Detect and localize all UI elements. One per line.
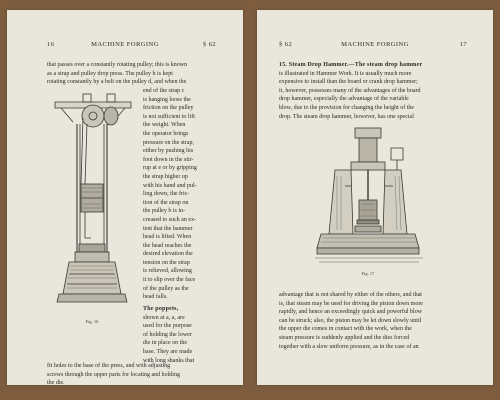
text-line: is, that steam may be used for driving the piston down more bbox=[279, 300, 423, 307]
text-line: tension on the strap bbox=[143, 259, 190, 266]
text-line: the pulley b is in- bbox=[143, 208, 185, 215]
left-page-header bbox=[7, 41, 243, 51]
text-line: The poppets, bbox=[143, 306, 179, 312]
text-line: the upper die comes in contact with the work, when the bbox=[279, 326, 412, 333]
strap-pulley-drop-press-figure bbox=[47, 88, 139, 316]
text-line: desired elevation the bbox=[143, 251, 193, 258]
text-line: can be struck; also, the piston may be let down slowly until bbox=[279, 317, 422, 324]
text-line: base. They are made bbox=[143, 348, 193, 355]
text-line: the die. bbox=[47, 380, 65, 387]
figure-17-caption: Fig. 17 bbox=[361, 271, 375, 276]
text-line: is relieved, allowing bbox=[143, 268, 192, 275]
text-line: expensive to install than the board or crank drop hammer; bbox=[279, 79, 418, 86]
right-section-mark: § 62 bbox=[279, 41, 293, 48]
left-intro-paragraph bbox=[47, 61, 219, 87]
text-line: die in place on the bbox=[143, 340, 187, 347]
right-page bbox=[257, 10, 493, 385]
left-poppets-paragraph bbox=[143, 305, 219, 365]
left-page-number: 16 bbox=[47, 41, 55, 48]
text-line: as a strap and pulley drop press. The pulley b is kept bbox=[47, 70, 173, 77]
text-line: either by pushing his bbox=[143, 148, 194, 155]
text-line: tent that the hammer bbox=[143, 225, 193, 232]
text-line: foot down in the stir- bbox=[143, 156, 194, 163]
text-line: is not sufficient to lift bbox=[143, 113, 195, 120]
text-line: together with a slow uniform pressure, as in the case of an bbox=[279, 343, 419, 350]
text-line: 15. Steam Drop Hammer.—The steam drop hammer bbox=[279, 62, 423, 68]
text-line: ling down, the fric- bbox=[143, 191, 190, 198]
left-section-mark: § 62 bbox=[202, 41, 216, 48]
text-line: the operator brings bbox=[143, 130, 189, 137]
text-line: with long shanks that bbox=[143, 357, 195, 364]
text-line: steam pressure is suddenly applied and the dies forced bbox=[279, 334, 410, 341]
text-line: creased to such an ex- bbox=[143, 216, 196, 223]
text-line: it to slip over the face bbox=[143, 277, 196, 284]
text-line: the head reaches the bbox=[143, 242, 192, 249]
text-line: of the pulley as the bbox=[143, 285, 189, 292]
text-line: head falls. bbox=[143, 294, 168, 301]
text-line: drop hammer, especially the advantage of the variable bbox=[279, 96, 409, 103]
left-page bbox=[7, 10, 243, 385]
left-side-paragraph bbox=[143, 87, 219, 302]
right-page-header bbox=[257, 41, 493, 51]
text-line: rapidly, and hence an exceedingly quick and powerful blow bbox=[279, 309, 423, 316]
text-line: tion of the strap on bbox=[143, 199, 189, 206]
text-line: that passes over a constantly rotating pulley; this is known bbox=[47, 62, 188, 68]
text-line: head is lifted. When bbox=[143, 234, 192, 241]
text-line: of holding the lower bbox=[143, 331, 192, 338]
text-line: drop. The steam drop hammer, however, has one special bbox=[279, 113, 414, 120]
text-line: end of the strap c bbox=[143, 88, 185, 94]
text-line: is illustrated in Hammer Work. It is usually much more bbox=[279, 70, 412, 77]
text-line: rotating constantly by a belt on the pulley d, and when the bbox=[47, 79, 187, 86]
text-line: friction on the pulley bbox=[143, 105, 194, 112]
figure-16-caption: Fig. 16 bbox=[85, 319, 99, 324]
text-line: the weight. When bbox=[143, 122, 186, 129]
right-page-number: 17 bbox=[459, 41, 467, 48]
text-line: blow, due to the provision for changing the height of the bbox=[279, 104, 415, 111]
text-line: advantage that is not shared by either of the others, and that bbox=[279, 292, 422, 298]
text-line: the strap higher up bbox=[143, 173, 188, 180]
text-line: is hanging loose the bbox=[143, 96, 191, 103]
left-running-title: MACHINE FORGING bbox=[91, 41, 159, 48]
text-line: screws through the upper parts for locating and holding bbox=[47, 371, 180, 378]
text-line: shown at a, a, are bbox=[143, 314, 185, 321]
text-line: it, however, possesses many of the advantages of the board bbox=[279, 87, 421, 94]
text-line: rup at e or by gripping bbox=[143, 165, 197, 172]
text-line: with his hand and pul- bbox=[143, 182, 197, 189]
right-top-paragraph bbox=[279, 61, 467, 121]
text-line: used for the purpose bbox=[143, 323, 192, 330]
left-bottom-paragraph bbox=[47, 362, 219, 388]
text-line: pressure on the strap, bbox=[143, 139, 194, 146]
right-bottom-paragraph bbox=[279, 291, 467, 351]
steam-drop-hammer-figure bbox=[315, 126, 425, 268]
text-line: fit holes to the base of the press, and with adjusting bbox=[47, 363, 171, 369]
right-running-title: MACHINE FORGING bbox=[341, 41, 409, 48]
